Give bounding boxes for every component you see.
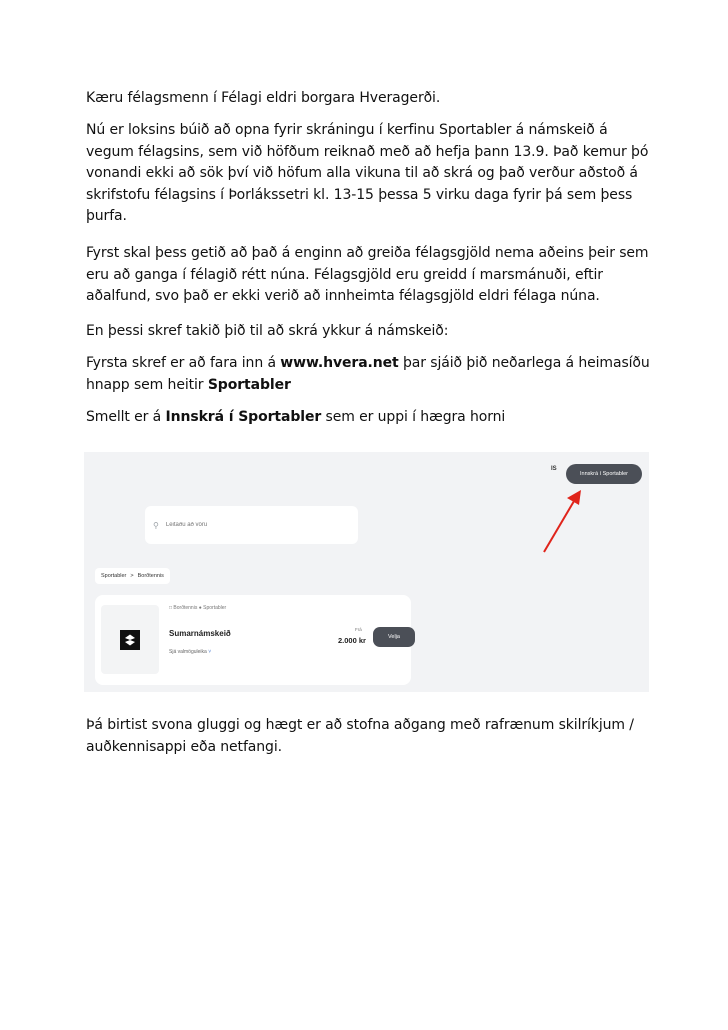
see-options-link[interactable] [169, 649, 211, 655]
greeting-paragraph: Kæru félagsmenn í Félagi eldri borgara Hveragerði. [86, 90, 441, 106]
course-thumbnail [101, 605, 159, 674]
search-box[interactable] [145, 506, 358, 544]
language-badge[interactable]: IS [551, 466, 557, 472]
steps-intro-paragraph: En þessi skref takið þið til að skrá ykkur á námskeið: [86, 323, 449, 339]
search-input[interactable] [164, 521, 338, 529]
second-step-text: Smellt er á [86, 409, 166, 425]
breadcrumb-separator: > [130, 573, 134, 579]
second-step-paragraph [86, 407, 651, 429]
fees-paragraph: Fyrst skal þess getið að það á enginn að greiða félagsgjöld nema aðeins þeir sem eru að ganga í félagið rétt núna. Félagsgjöld eru greidd í marsmánuði, eftir aðalfund, svo það er ekki verið að innheimta félagsgjöld eldri félaga núna. [86, 245, 649, 304]
search-icon: ⚲ [153, 520, 159, 530]
breadcrumb-item-sportabler[interactable]: Sportabler [101, 573, 127, 579]
price-from-label: Frá [355, 627, 362, 632]
first-step-paragraph [86, 353, 651, 396]
sportabler-bold: Sportabler [207, 376, 291, 393]
building-icon: □ [169, 605, 173, 611]
breadcrumb-item-bordtennis[interactable]: Borðtennis [137, 573, 164, 579]
first-step-text-2: þar sjáið þið neðarlega á heimasíðu hnapp sem heitir [86, 355, 650, 393]
see-options-label: Sjá valmöguleika [169, 649, 207, 655]
second-step-text-2: sem er uppi í hægra horni [321, 409, 506, 425]
course-price: 2.000 kr [338, 636, 366, 645]
course-title[interactable]: Sumarnámskeið [169, 629, 231, 638]
course-org: Borðtennis [173, 605, 198, 611]
choose-button[interactable]: Velja [373, 627, 415, 647]
login-bold: Innskrá í Sportabler [165, 409, 322, 425]
course-place: Sportabler [203, 605, 227, 611]
first-step-text: Fyrsta skref er að fara inn á [86, 355, 281, 371]
sportabler-screenshot [84, 452, 649, 692]
login-button[interactable]: Innskrá í Sportabler [566, 464, 642, 484]
location-pin-icon: ● [198, 605, 202, 611]
chevron-down-icon: ˅ [208, 649, 212, 655]
website-link[interactable]: www.hvera.net [280, 355, 399, 371]
sportabler-logo-icon [120, 630, 140, 650]
closing-paragraph: Þá birtist svona gluggi og hægt er að stofna aðgang með rafrænum skilríkjum / auðkennisappi eða netfangi. [86, 717, 634, 755]
breadcrumb [95, 568, 170, 584]
course-meta [169, 605, 226, 611]
intro-paragraph: Nú er loksins búið að opna fyrir skráningu í kerfinu Sportabler á námskeið á vegum félagsins, sem við höfðum reiknað með að hefja þann 13.9. Það kemur þó vonandi ekki að sök því við höfum alla vikuna til að skrá og það verður aðstoð á skrifstofu félagsins í Þorlákssetri kl. 13-15 þessa 5 virku daga fyrir þá sem þess þurfa. [86, 122, 649, 224]
course-card[interactable] [95, 595, 411, 685]
